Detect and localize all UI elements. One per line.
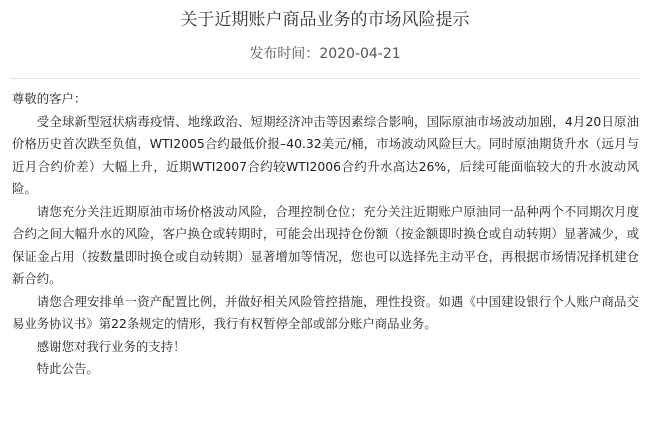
title-divider	[10, 78, 640, 79]
greeting: 尊敬的客户：	[12, 91, 87, 106]
page-title: 关于近期账户商品业务的市场风险提示	[180, 10, 470, 30]
paragraph-market-volatility: 受全球新型冠状病毒疫情、地缘政治、短期经济冲击等因素综合影响，国际原油市场波动加剧，4月20日原油价格历史首次跌至负值，WTI2005合约最低价报–40.32美元/桶，市场波动风险巨大。同时原油期货升水（远月与近月合约价差）大幅上升，近期WTI2007合约较WTI2006合约升水高达26%，后续可能面临较大的升水波动风险。	[12, 113, 639, 196]
publish-date-line	[0, 44, 650, 64]
publish-date-label: 发布时间：	[249, 46, 320, 62]
paragraph-thanks: 感谢您对我行业务的支持！	[36, 338, 186, 354]
paragraph-asset-allocation: 请您合理安排单一资产配置比例，并做好相关风险管控措施，理性投资。如遇《中国建设银行个人账户商品交易业务协议书》第22条规定的情形，我行有权暂停全部或部分账户商品业务。	[12, 293, 639, 331]
publish-date-value: 2020-04-21	[319, 46, 401, 62]
notice-body	[12, 88, 639, 381]
paragraph-closing: 特此公告。	[36, 361, 99, 376]
paragraph-position-risk: 请您充分关注近期原油市场价格波动风险，合理控制仓位；充分关注近期账户原油同一品种两个不同期次月度合约之间大幅升水的风险，客户换仓或转期时，可能会出现持仓份额（按金额即时换仓或自动转期）显著减少，或保证金占用（按数量即时换仓或自动转期）显著增加等情况，您也可以选择先主动平仓，再根据市场情况择机建仓新合约。	[12, 203, 639, 286]
